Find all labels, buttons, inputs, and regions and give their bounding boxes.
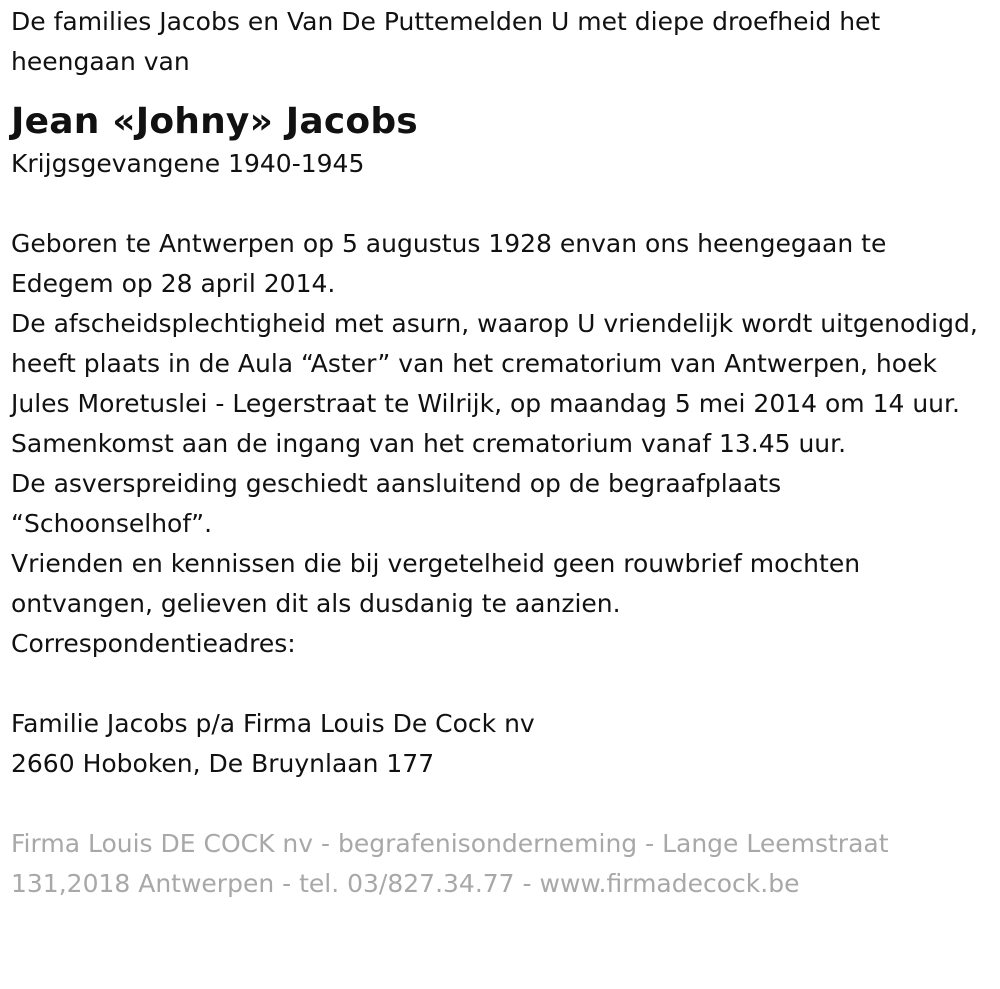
deceased-subtitle: Krijgsgevangene 1940-1945 (11, 149, 365, 178)
undertaker-footer: Firma Louis DE COCK nv - begrafenisonderneming - Lange Leemstraat 131,2018 Antwerpen - tel. 03/827.34.77 - www.firmadecock.be (11, 829, 889, 898)
address-line: 2660 Hoboken, De Bruynlaan 177 (11, 749, 435, 778)
deceased-name: Jean «Johny» Jacobs (11, 101, 418, 142)
friends-notice-paragraph: Vrienden en kennissen die bij vergetelheid geen rouwbrief mochten ontvangen, gelieven dit als dusdanig te aanzien. (11, 549, 861, 618)
birth-death-paragraph: Geboren te Antwerpen op 5 augustus 1928 envan ons heengegaan te Edegem op 28 april 2014. (11, 229, 887, 298)
address-line: Familie Jacobs p/a Firma Louis De Cock nv (11, 709, 535, 738)
ash-scattering-paragraph: De asverspreiding geschiedt aansluitend op de begraafplaats “Schoonselhof”. (11, 469, 782, 538)
notice-body (11, 224, 986, 664)
correspondence-label: Correspondentieadres: (11, 629, 296, 658)
death-notice (11, 2, 986, 904)
correspondence-address (11, 704, 986, 784)
intro-text: De families Jacobs en Van De Puttemelden U met diepe droefheid het heengaan van (11, 7, 881, 76)
ceremony-paragraph: De afscheidsplechtigheid met asurn, waarop U vriendelijk wordt uitgenodigd, heeft plaats in de Aula “Aster” van het crematorium van Antwerpen, hoek Jules Moretuslei - Legerstraat te Wilrijk, op maandag 5 mei 2014 om 14 uur. Samenkomst aan de ingang van het crematorium vanaf 13.45 uur. (11, 309, 978, 458)
